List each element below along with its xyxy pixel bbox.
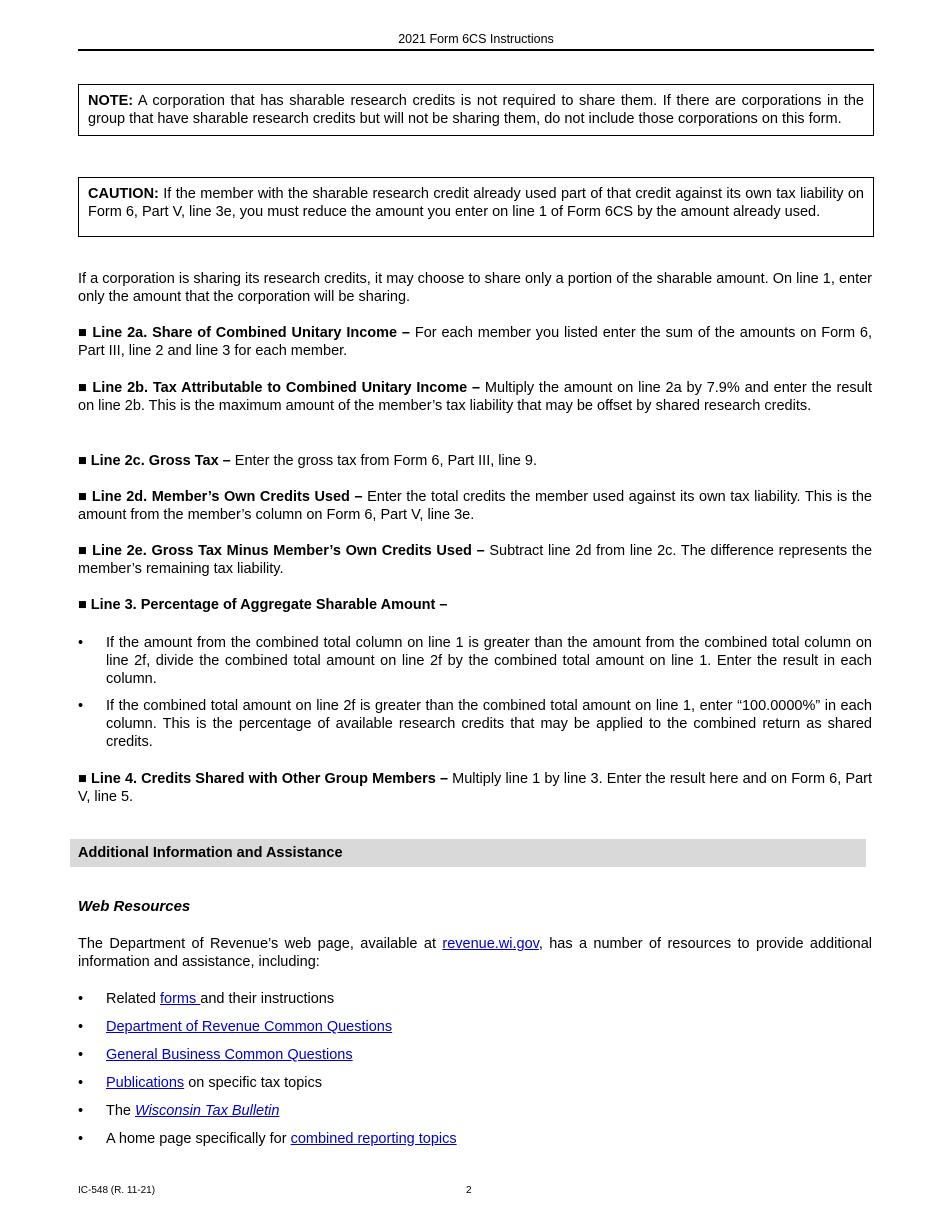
resource-item-combined: [78, 1130, 872, 1148]
page-number: 2: [466, 1185, 472, 1196]
resource-item-gb-questions: [78, 1046, 872, 1064]
web-resources-heading: Web Resources: [78, 898, 191, 915]
resource-text: on specific tax topics: [184, 1075, 323, 1091]
bullet-dot: •: [78, 1047, 84, 1063]
line-2c-label: ■ Line 2c. Gross Tax –: [78, 453, 231, 469]
revenue-link[interactable]: revenue.wi.gov: [442, 936, 539, 952]
caution-text: If the member with the sharable research credit already used part of that credit against its own tax liability on Form 6, Part V, line 3e, you must reduce the amount you enter on line 1 of Form 6CS by the amount already used.: [88, 186, 864, 220]
forms-link[interactable]: forms: [160, 991, 201, 1007]
line-2e: [78, 542, 872, 578]
line-2c-text: Enter the gross tax from Form 6, Part III, line 9.: [230, 453, 537, 469]
intro-paragraph: If a corporation is sharing its research credits, it may choose to share only a portion of the sharable amount. On line 1, enter only the amount that the corporation will be sharing.: [78, 271, 872, 305]
line-3: [78, 596, 872, 614]
section-heading: Additional Information and Assistance: [70, 839, 866, 867]
line-2b-text: Multiply the amount on line 2a by 7.9% and enter the result on line 2b. This is the maximum amount of the member’s tax liability that may be offset by shared research credits.: [78, 380, 873, 414]
bullet-dot: •: [78, 698, 84, 714]
line-2e-label: ■ Line 2e. Gross Tax Minus Member’s Own Credits Used –: [78, 543, 485, 559]
line-2b: [78, 379, 872, 415]
form-id: IC-548 (R. 11-21): [78, 1185, 156, 1196]
line-2a-text: For each member you listed enter the sum of the amounts on Form 6, Part III, line 2 and line 3 for each member.: [78, 325, 873, 359]
line-3-bullet: [78, 634, 872, 688]
resource-item-publications: [78, 1074, 872, 1092]
line-3-bullet-text: If the combined total amount on line 2f is greater than the combined total amount on line 1, enter “100.0000%” in each column. This is the percentage of available research credits that may be applied to the combined return as shared credits.: [106, 698, 872, 750]
resource-text: and their instructions: [200, 991, 335, 1007]
dor-common-questions-link[interactable]: Department of Revenue Common Questions: [106, 1019, 393, 1035]
line-4-text: Multiply line 1 by line 3. Enter the result here and on Form 6, Part V, line 5.: [78, 771, 872, 805]
bullet-dot: •: [78, 991, 84, 1007]
line-3-bullet: [78, 697, 872, 751]
general-business-questions-link[interactable]: General Business Common Questions: [106, 1047, 353, 1063]
line-2a-label: ■ Line 2a. Share of Combined Unitary Income –: [78, 325, 410, 341]
bullet-dot: •: [78, 1075, 84, 1091]
resource-text: A home page specifically for: [106, 1131, 291, 1147]
line-2d-text: Enter the total credits the member used against its own tax liability. This is the amount from the member’s column on Form 6, Part V, line 3e.: [78, 489, 872, 523]
web-intro-after: , has a number of resources to provide additional information and assistance, including:: [78, 936, 872, 970]
resource-text: The: [106, 1103, 136, 1119]
bullet-dot: •: [78, 635, 84, 651]
resource-item-dor-questions: [78, 1018, 872, 1036]
line-2a: [78, 324, 872, 360]
tax-bulletin-link[interactable]: Wisconsin Tax Bulletin: [135, 1103, 280, 1119]
bullet-dot: •: [78, 1019, 84, 1035]
line-2d-label: ■ Line 2d. Member’s Own Credits Used –: [78, 489, 363, 505]
note-box: [78, 84, 874, 136]
note-text: A corporation that has sharable research credits is not required to share them. If there are corporations in the group that have sharable research credits but will not be sharing them, do not include those corporations on this form.: [88, 93, 864, 127]
line-2b-label: ■ Line 2b. Tax Attributable to Combined Unitary Income –: [78, 380, 481, 396]
line-2c: [78, 452, 872, 470]
resource-text: Related: [106, 991, 161, 1007]
bullet-dot: •: [78, 1103, 84, 1119]
line-2e-text: Subtract line 2d from line 2c. The difference represents the member’s remaining tax liability.: [78, 543, 873, 577]
caution-label: CAUTION:: [88, 186, 159, 202]
resource-item-bulletin: [78, 1102, 872, 1120]
caution-box: [78, 177, 874, 237]
bullet-dot: •: [78, 1131, 84, 1147]
combined-reporting-link[interactable]: combined reporting topics: [290, 1131, 457, 1147]
page-header: 2021 Form 6CS Instructions: [78, 32, 874, 51]
web-intro: [78, 935, 872, 971]
web-intro-before: The Department of Revenue’s web page, available at: [78, 936, 443, 952]
note-label: NOTE:: [88, 93, 134, 109]
line-2d: [78, 488, 872, 524]
line-4-label: ■ Line 4. Credits Shared with Other Group Members –: [78, 771, 449, 787]
publications-link[interactable]: Publications: [106, 1075, 185, 1091]
resource-item-forms: [78, 990, 872, 1008]
line-3-bullet-text: If the amount from the combined total column on line 1 is greater than the amount from the combined total column on line 2f, divide the combined total amount on line 2f by the combined total amount on line 1. Enter the result in each column.: [106, 635, 872, 687]
line-4: [78, 770, 872, 806]
line-3-label: ■ Line 3. Percentage of Aggregate Sharable Amount –: [78, 597, 448, 613]
